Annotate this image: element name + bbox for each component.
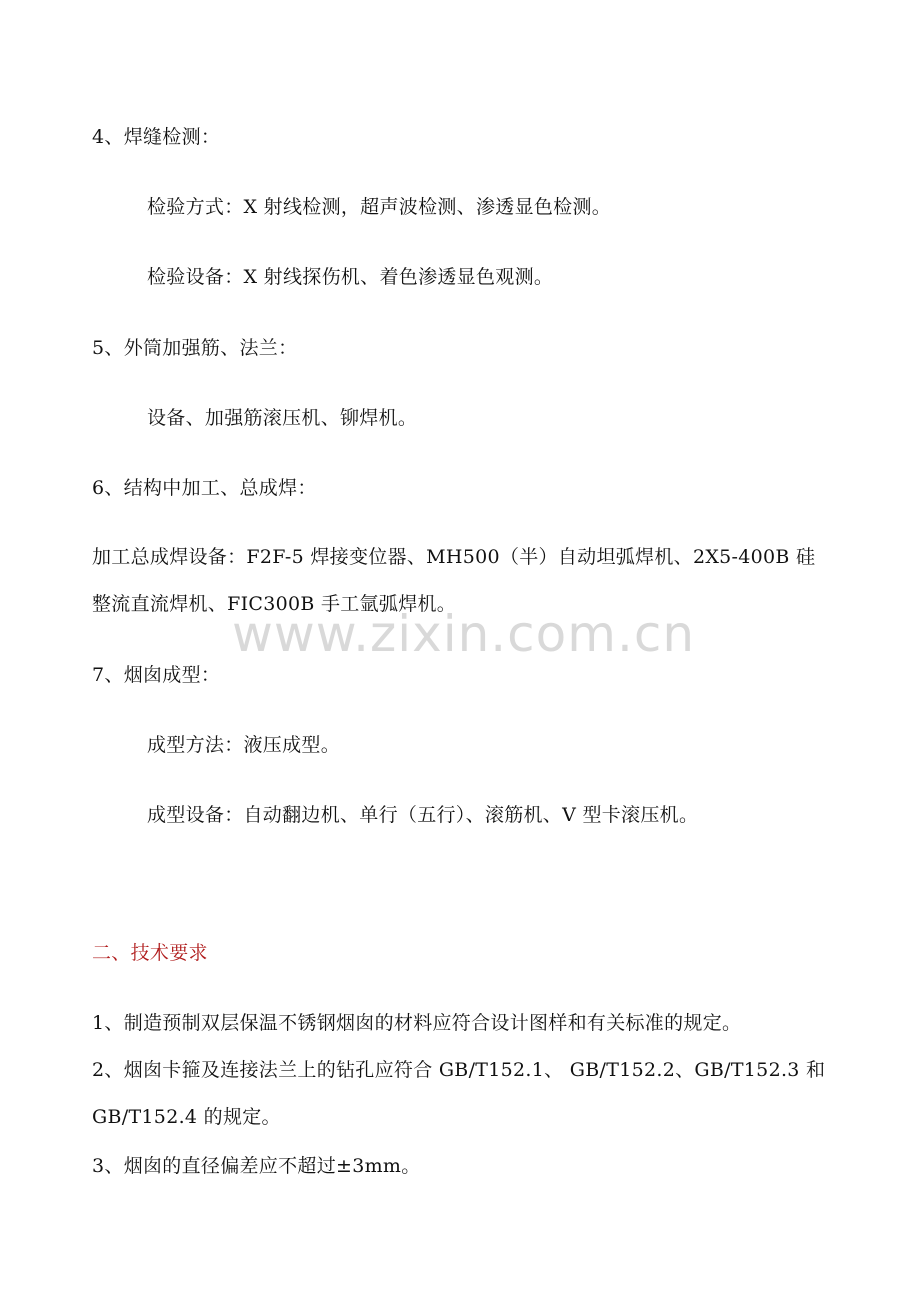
- section-4-title: 4、焊缝检测：: [92, 126, 221, 148]
- section-5-equipment: 设备、加强筋滚压机、铆焊机。: [147, 407, 418, 429]
- section-7-forming-method: 成型方法：液压成型。: [147, 734, 341, 756]
- section-4-inspection-method: 检验方式：X 射线检测，超声波检测、渗透显色检测。: [147, 196, 612, 218]
- section-7-title: 7、烟囱成型：: [92, 664, 221, 686]
- requirement-1: 1、制造预制双层保温不锈钢烟囱的材料应符合设计图样和有关标准的规定。: [92, 1012, 742, 1034]
- watermark: www.zixin.com.cn: [232, 605, 696, 663]
- requirement-2-line-2: GB/T152.4 的规定。: [92, 1106, 281, 1128]
- section-7-forming-equipment: 成型设备：自动翻边机、单行（五行）、滚筋机、V 型卡滚压机。: [147, 804, 699, 826]
- section-6-equipment-line-2: 整流直流焊机、FIC300B 手工氩弧焊机。: [92, 593, 457, 615]
- section-4-inspection-equipment: 检验设备：X 射线探伤机、着色渗透显色观测。: [147, 266, 554, 288]
- section-6-title: 6、结构中加工、总成焊：: [92, 477, 317, 499]
- requirement-2-line-1: 2、烟囱卡箍及连接法兰上的钻孔应符合 GB/T152.1、 GB/T152.2、GB/T152.3 和: [92, 1059, 826, 1081]
- section-6-equipment-line-1: 加工总成焊设备：F2F-5 焊接变位器、MH500（半）自动坦弧焊机、2X5-400B 硅: [92, 546, 816, 568]
- section-5-title: 5、外筒加强筋、法兰：: [92, 337, 298, 359]
- requirement-3: 3、烟囱的直径偏差应不超过±3mm。: [92, 1155, 421, 1177]
- technical-requirements-heading: 二、技术要求: [92, 942, 208, 964]
